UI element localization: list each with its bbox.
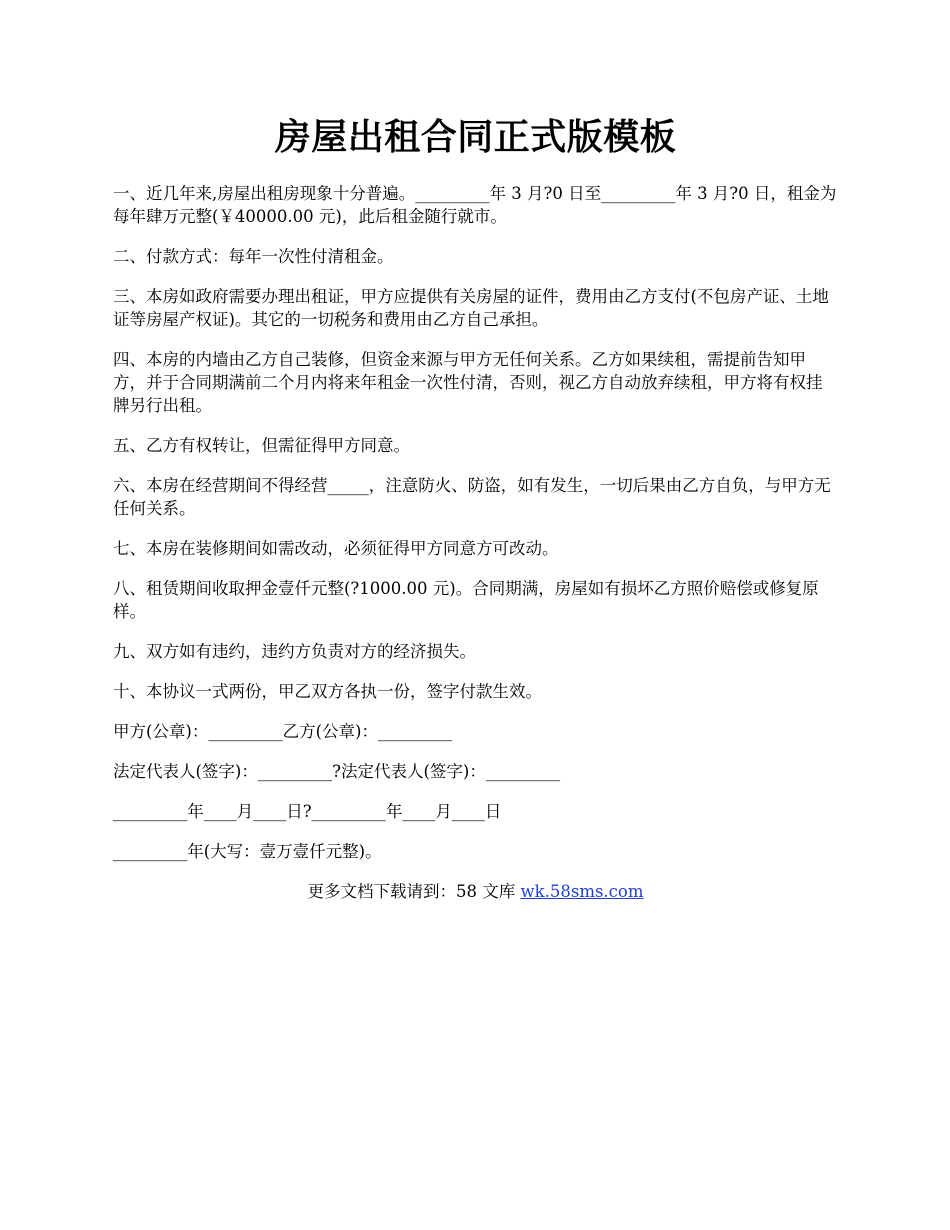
clause-8: 八、租赁期间收取押金壹仟元整(?1000.00 元)。合同期满，房屋如有损坏乙方照价赔偿或修复原样。	[113, 579, 819, 621]
footer-link[interactable]: wk.58sms.com	[520, 882, 644, 901]
clause-9: 九、双方如有违约，违约方负责对方的经济损失。	[113, 642, 476, 661]
signature-representatives-line: 法定代表人(签字)：_________?法定代表人(签字)：_________	[113, 762, 561, 781]
clause-1: 一、近几年来,房屋出租房现象十分普遍。_________年 3 月?0 日至_________年 3 月?0 日，租金为每年肆万元整(￥40000.00 元)，此后租金随行就市。	[113, 184, 837, 226]
footer	[113, 880, 838, 903]
clause-10: 十、本协议一式两份，甲乙双方各执一份，签字付款生效。	[113, 682, 542, 701]
amount-line: _________年(大写：壹万壹仟元整)。	[113, 842, 382, 861]
footer-text: 更多文档下载请到：58 文库	[307, 882, 521, 901]
document-body	[113, 182, 838, 903]
clause-6: 六、本房在经营期间不得经营_____，注意防火、防盗，如有发生，一切后果由乙方自负，与甲方无任何关系。	[113, 476, 831, 518]
clause-2: 二、付款方式：每年一次性付清租金。	[113, 247, 394, 266]
document-title: 房屋出租合同正式版模板	[274, 116, 677, 158]
clause-5: 五、乙方有权转让，但需征得甲方同意。	[113, 436, 410, 455]
signature-dates-line: _________年____月____日?_________年____月____日	[113, 802, 502, 821]
clause-4: 四、本房的内墙由乙方自己装修，但资金来源与甲方无任何关系。乙方如果续租，需提前告知甲方，并于合同期满前二个月内将来年租金一次性付清，否则，视乙方自动放弃续租，甲方将有权挂牌另行出租。	[113, 350, 823, 415]
clause-7: 七、本房在装修期间如需改动，必须征得甲方同意方可改动。	[113, 539, 559, 558]
clause-3: 三、本房如政府需要办理出租证，甲方应提供有关房屋的证件，费用由乙方支付(不包房产证、土地证等房屋产权证)。其它的一切税务和费用由乙方自己承担。	[113, 287, 829, 329]
signature-parties-line: 甲方(公章)：_________乙方(公章)：_________	[113, 722, 453, 741]
